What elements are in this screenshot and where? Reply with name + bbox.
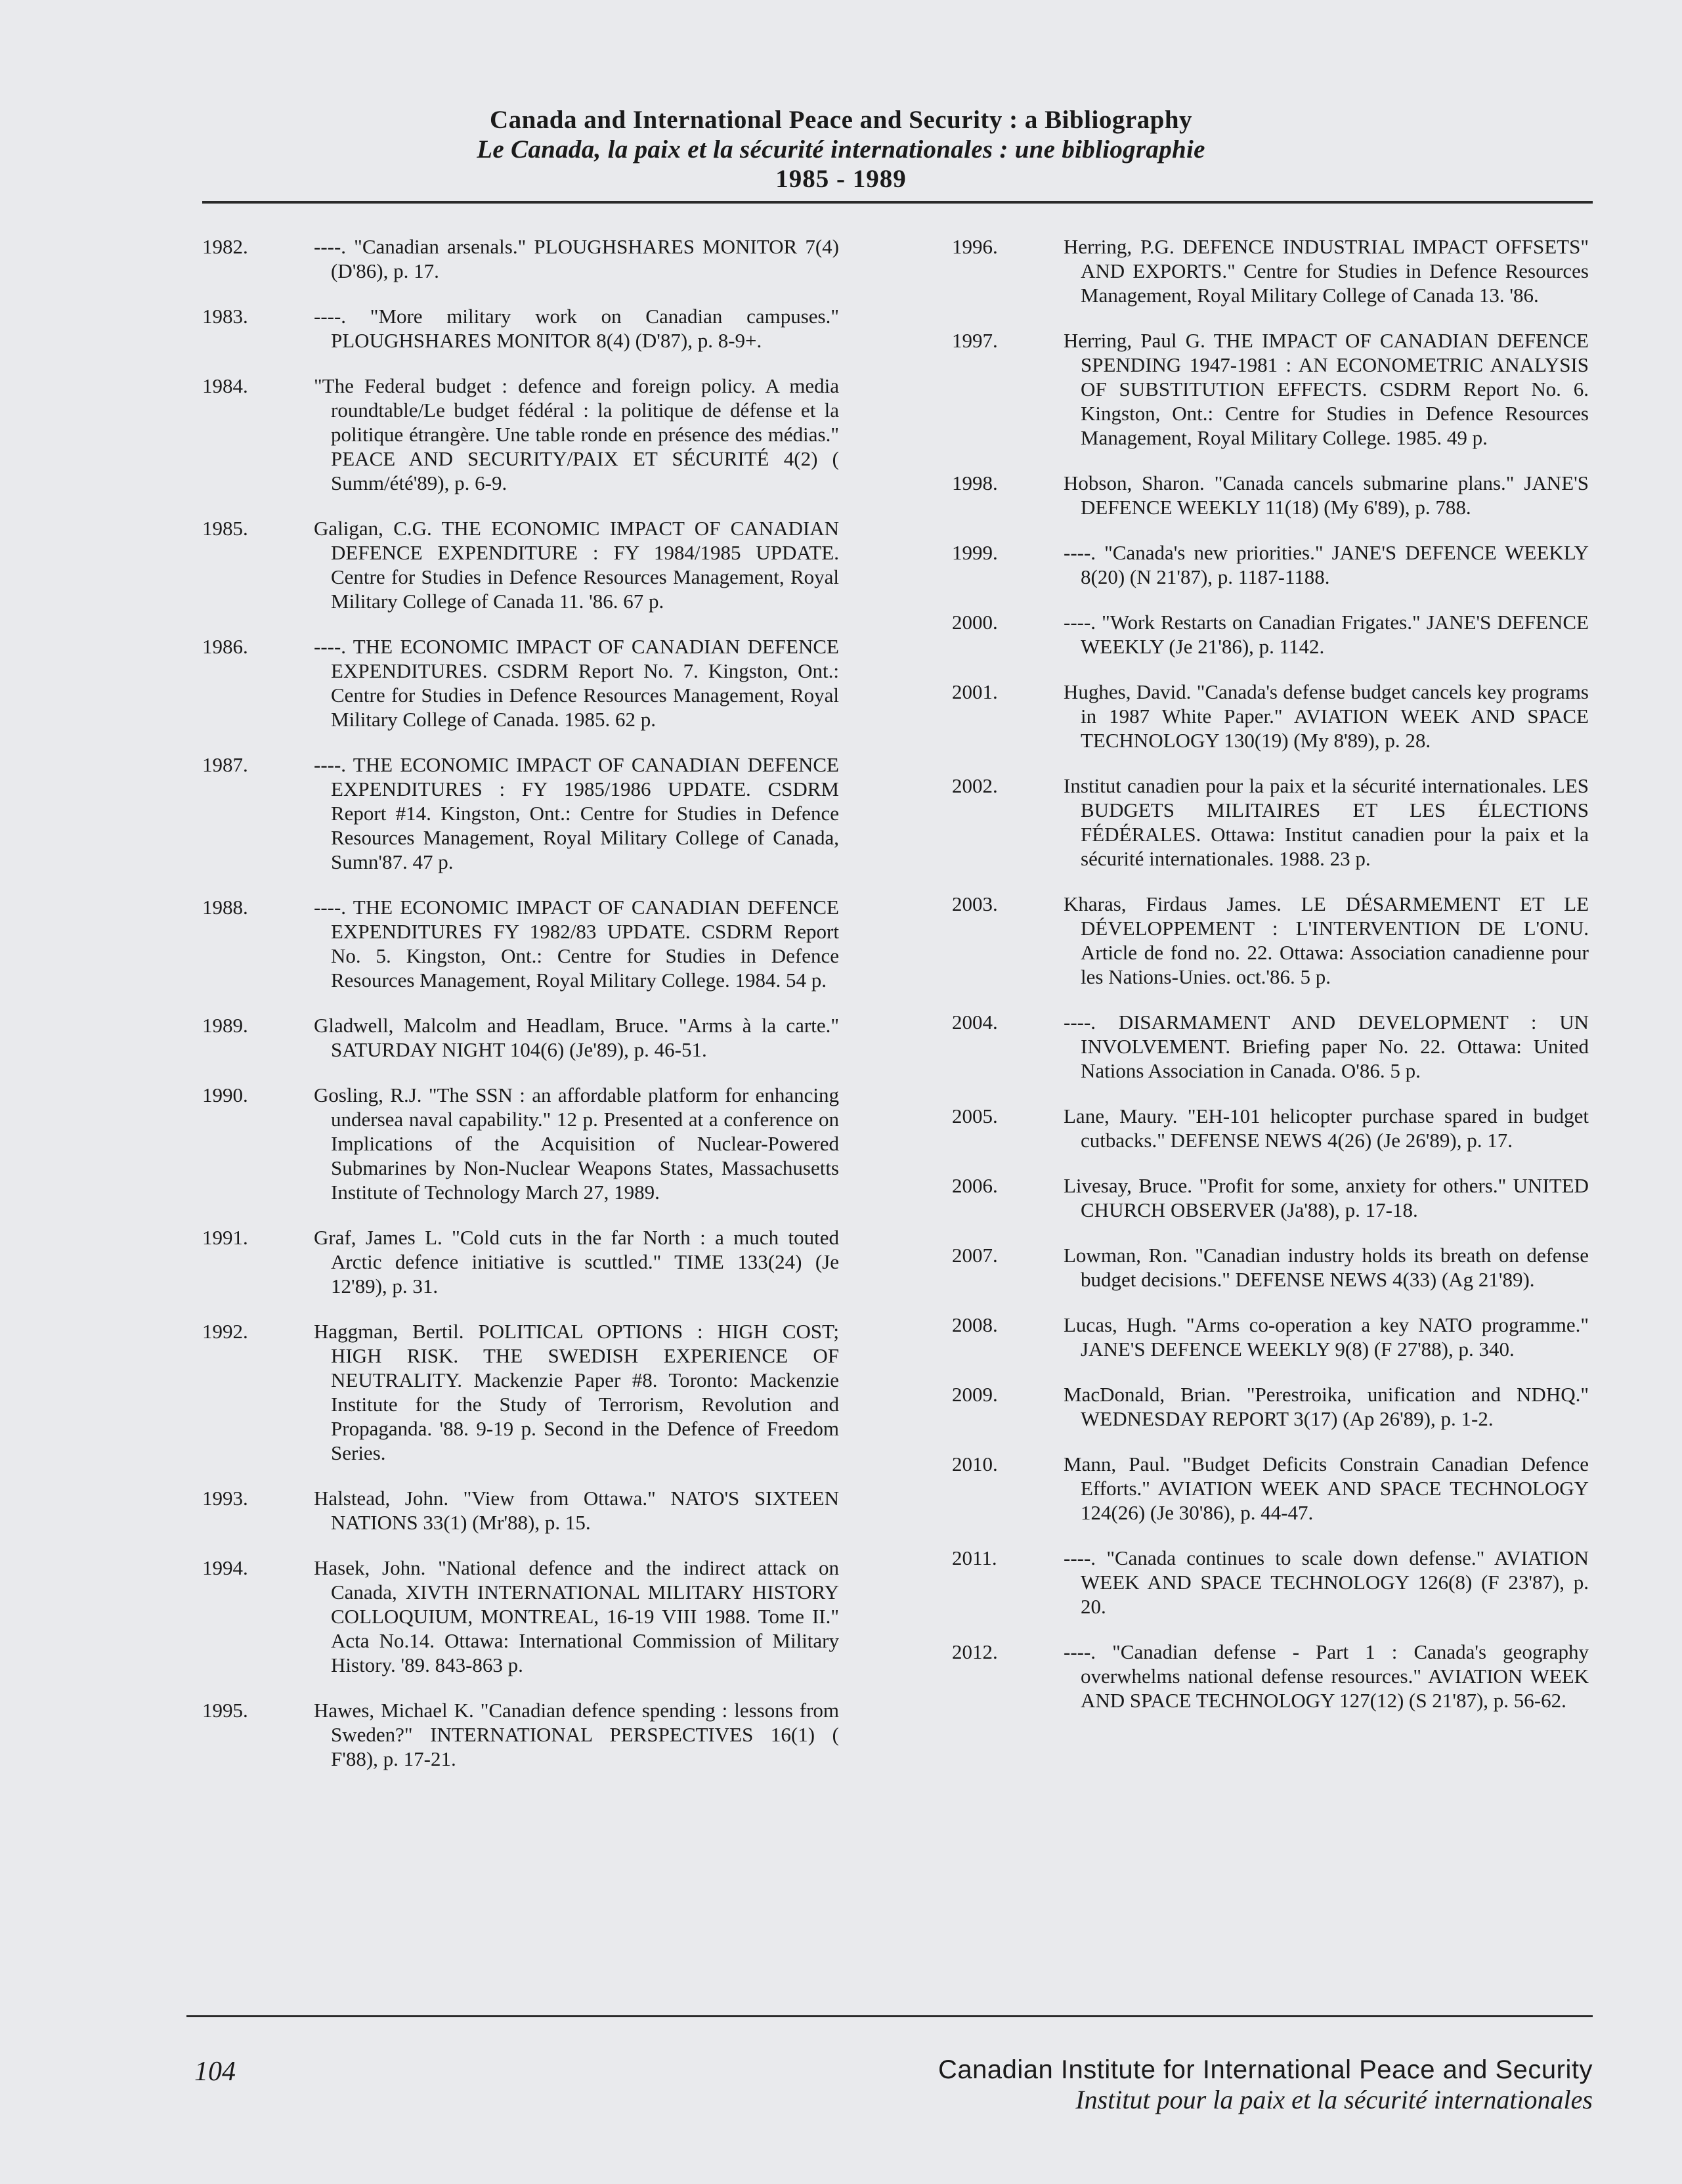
header-title-en: Canada and International Peace and Security : a Bibliography bbox=[489, 106, 1193, 134]
entry-number: 1996. bbox=[952, 235, 998, 258]
right-column bbox=[952, 234, 1589, 1713]
bib-entry bbox=[202, 1319, 839, 1465]
entry-text: ----. "Canadian defense - Part 1 : Canada's geography overwhelms national defense resources." AVIATION WEEK AND SPACE TECHNOLOGY 127(12) (S 21'87), p. 56-62. bbox=[1064, 1640, 1589, 1712]
bib-entry bbox=[952, 1313, 1589, 1361]
entry-number: 2011. bbox=[952, 1546, 997, 1569]
entry-text: Mann, Paul. "Budget Deficits Constrain Canadian Defence Efforts." AVIATION WEEK AND SPACE TECHNOLOGY 124(26) (Je 30'86), p. 44-47. bbox=[1064, 1452, 1589, 1524]
entry-number: 1993. bbox=[202, 1487, 248, 1510]
entry-text: Hughes, David. "Canada's defense budget cancels key programs in 1987 White Paper." AVIATION WEEK AND SPACE TECHNOLOGY 130(19) (My 8'89), p. 28. bbox=[1064, 680, 1589, 752]
entry-number: 2006. bbox=[952, 1174, 998, 1197]
entry-number: 1984. bbox=[202, 374, 248, 397]
footer-institute bbox=[938, 2055, 1593, 2115]
entry-text: ----. "Canadian arsenals." PLOUGHSHARES MONITOR 7(4) (D'86), p. 17. bbox=[314, 235, 839, 282]
bib-entry bbox=[952, 1640, 1589, 1713]
bib-entry bbox=[952, 1243, 1589, 1292]
entry-number: 2009. bbox=[952, 1383, 998, 1406]
entry-text: ----. "Work Restarts on Canadian Frigates." JANE'S DEFENCE WEEKLY (Je 21'86), p. 1142. bbox=[1064, 611, 1589, 658]
bib-entry bbox=[202, 1486, 839, 1535]
bib-entry bbox=[952, 471, 1589, 519]
header-years: 1985 - 1989 bbox=[775, 165, 907, 193]
bib-entry bbox=[952, 1104, 1589, 1152]
bib-entry bbox=[952, 610, 1589, 659]
entry-text: Lowman, Ron. "Canadian industry holds its breath on defense budget decisions." DEFENSE NEWS 4(33) (Ag 21'89). bbox=[1064, 1244, 1589, 1291]
page-number: 104 bbox=[194, 2057, 236, 2087]
entry-number: 2003. bbox=[952, 892, 998, 915]
bib-entry bbox=[952, 1010, 1589, 1083]
entry-number: 2004. bbox=[952, 1011, 998, 1034]
entry-number: 1987. bbox=[202, 753, 248, 776]
entry-number: 1994. bbox=[202, 1556, 248, 1579]
entry-text: Haggman, Bertil. POLITICAL OPTIONS : HIGH COST; HIGH RISK. THE SWEDISH EXPERIENCE OF NEUTRALITY. Mackenzie Paper #8. Toronto: Mackenzie Institute for the Study of Terrorism, Revolution and Propaganda. '88. 9-19 p. Second in the Defence of Freedom Series. bbox=[314, 1320, 839, 1464]
bib-entry bbox=[202, 895, 839, 992]
entry-number: 1983. bbox=[202, 305, 248, 328]
entry-text: Halstead, John. "View from Ottawa." NATO'S SIXTEEN NATIONS 33(1) (Mr'88), p. 15. bbox=[314, 1487, 839, 1534]
entry-number: 1997. bbox=[952, 329, 998, 352]
bib-entry bbox=[202, 1698, 839, 1771]
entry-number: 2000. bbox=[952, 611, 998, 634]
entry-number: 2002. bbox=[952, 774, 998, 797]
bib-entry bbox=[952, 1452, 1589, 1525]
bib-entry bbox=[202, 1013, 839, 1062]
entry-number: 1995. bbox=[202, 1699, 248, 1722]
bib-entry bbox=[952, 328, 1589, 450]
bib-entry bbox=[952, 892, 1589, 989]
entry-text: ----. DISARMAMENT AND DEVELOPMENT : UN INVOLVEMENT. Briefing paper No. 22. Ottawa: United Nations Association in Canada. O'86. 5 p. bbox=[1064, 1011, 1589, 1082]
entry-number: 2008. bbox=[952, 1313, 998, 1336]
entry-text: Hobson, Sharon. "Canada cancels submarine plans." JANE'S DEFENCE WEEKLY 11(18) (My 6'89), p. 788. bbox=[1064, 471, 1589, 519]
bib-entry bbox=[952, 234, 1589, 307]
bib-entry bbox=[202, 1083, 839, 1204]
entry-text: Hawes, Michael K. "Canadian defence spending : lessons from Sweden?" INTERNATIONAL PERSPECTIVES 16(1) ( F'88), p. 17-21. bbox=[314, 1699, 839, 1770]
left-column bbox=[202, 234, 839, 1771]
bib-entry bbox=[202, 1225, 839, 1298]
entry-text: Gladwell, Malcolm and Headlam, Bruce. "Arms à la carte." SATURDAY NIGHT 104(6) (Je'89), p. 46-51. bbox=[314, 1014, 839, 1061]
entry-text: Lucas, Hugh. "Arms co-operation a key NATO programme." JANE'S DEFENCE WEEKLY 9(8) (F 27'88), p. 340. bbox=[1064, 1313, 1589, 1361]
entry-text: Graf, James L. "Cold cuts in the far North : a much touted Arctic defence initiative is scuttled." TIME 133(24) (Je 12'89), p. 31. bbox=[314, 1226, 839, 1298]
entry-number: 1998. bbox=[952, 471, 998, 494]
entry-text: Livesay, Bruce. "Profit for some, anxiety for others." UNITED CHURCH OBSERVER (Ja'88), p. 17-18. bbox=[1064, 1174, 1589, 1221]
bib-entry bbox=[952, 1173, 1589, 1222]
bib-entry bbox=[202, 753, 839, 874]
bib-entry bbox=[952, 1382, 1589, 1431]
bib-entry bbox=[202, 234, 839, 283]
page-header bbox=[0, 105, 1682, 194]
entry-text: Kharas, Firdaus James. LE DÉSARMEMENT ET LE DÉVELOPPEMENT : L'INTERVENTION DE L'ONU. Article de fond no. 22. Ottawa: Association canadienne pour les Nations-Unies. oct.'86. 5 p. bbox=[1064, 892, 1589, 988]
bib-entry bbox=[952, 774, 1589, 871]
entry-number: 1982. bbox=[202, 235, 248, 258]
entry-text: ----. THE ECONOMIC IMPACT OF CANADIAN DEFENCE EXPENDITURES FY 1982/83 UPDATE. CSDRM Report No. 5. Kingston, Ont.: Centre for Studies in Defence Resources Management, Royal Military College. 1984. 54 p. bbox=[314, 896, 839, 992]
entry-text: MacDonald, Brian. "Perestroika, unification and NDHQ." WEDNESDAY REPORT 3(17) (Ap 26'89), p. 1-2. bbox=[1064, 1383, 1589, 1430]
entry-number: 1988. bbox=[202, 896, 248, 919]
entry-text: ----. THE ECONOMIC IMPACT OF CANADIAN DEFENCE EXPENDITURES : FY 1985/1986 UPDATE. CSDRM Report #14. Kingston, Ont.: Centre for Studies in Defence Resources Management, Royal Military College of Canada, Sumn'87. 47 p. bbox=[314, 753, 839, 873]
bib-entry bbox=[202, 1556, 839, 1677]
entry-number: 1990. bbox=[202, 1083, 248, 1106]
entry-number: 2005. bbox=[952, 1104, 998, 1127]
entry-number: 2007. bbox=[952, 1244, 998, 1267]
entry-number: 1992. bbox=[202, 1320, 248, 1343]
bib-entry bbox=[202, 374, 839, 495]
entry-text: Herring, Paul G. THE IMPACT OF CANADIAN DEFENCE SPENDING 1947-1981 : AN ECONOMETRIC ANALYSIS OF SUBSTITUTION EFFECTS. CSDRM Report No. 6. Kingston, Ont.: Centre for Studies in Defence Resources Management, Royal Military College. 1985. 49 p. bbox=[1064, 329, 1589, 449]
entry-text: ----. "Canada's new priorities." JANE'S DEFENCE WEEKLY 8(20) (N 21'87), p. 1187-1188. bbox=[1064, 541, 1589, 588]
footer-rule bbox=[186, 2015, 1593, 2017]
entry-text: "The Federal budget : defence and foreign policy. A media roundtable/Le budget fédéral : la politique de défense et la politique étrangère. Une table ronde en présence des médias." PEACE AND SECURITY/PAIX ET SÉCURITÉ 4(2) ( Summ/été'89), p. 6-9. bbox=[314, 374, 839, 494]
entry-text: ----. "Canada continues to scale down defense." AVIATION WEEK AND SPACE TECHNOLOGY 126(8) (F 23'87), p. 20. bbox=[1064, 1546, 1589, 1618]
bib-entry bbox=[952, 680, 1589, 753]
entry-number: 2010. bbox=[952, 1452, 998, 1475]
entry-number: 1999. bbox=[952, 541, 998, 564]
bib-entry bbox=[202, 634, 839, 732]
entry-text: Lane, Maury. "EH-101 helicopter purchase spared in budget cutbacks." DEFENSE NEWS 4(26) (Je 26'89), p. 17. bbox=[1064, 1104, 1589, 1152]
bib-entry bbox=[952, 1546, 1589, 1619]
institute-name-fr: Institut pour la paix et la sécurité internationales bbox=[1075, 2085, 1593, 2114]
entry-number: 1985. bbox=[202, 517, 248, 540]
entry-number: 1991. bbox=[202, 1226, 248, 1249]
entry-number: 1989. bbox=[202, 1014, 248, 1037]
institute-name-en: Canadian Institute for International Peace and Security bbox=[938, 2055, 1593, 2084]
entry-number: 2001. bbox=[952, 680, 998, 703]
entry-text: ----. THE ECONOMIC IMPACT OF CANADIAN DEFENCE EXPENDITURES. CSDRM Report No. 7. Kingston, Ont.: Centre for Studies in Defence Resources Management, Royal Military College of Canada. 1985. 62 p. bbox=[314, 635, 839, 731]
entry-number: 2012. bbox=[952, 1640, 998, 1663]
header-title-fr: Le Canada, la paix et la sécurité internationales : une bibliographie bbox=[477, 135, 1205, 164]
entry-number: 1986. bbox=[202, 635, 248, 658]
entry-text: Herring, P.G. DEFENCE INDUSTRIAL IMPACT OFFSETS" AND EXPORTS." Centre for Studies in Defence Resources Management, Royal Military College of Canada 13. '86. bbox=[1064, 235, 1589, 307]
entry-text: Galigan, C.G. THE ECONOMIC IMPACT OF CANADIAN DEFENCE EXPENDITURE : FY 1984/1985 UPDATE. Centre for Studies in Defence Resources Management, Royal Military College of Canada 11. '86. 67 p. bbox=[314, 517, 839, 613]
entry-text: Hasek, John. "National defence and the indirect attack on Canada, XIVTH INTERNATIONAL MILITARY HISTORY COLLOQUIUM, MONTREAL, 16-19 VIII 1988. Tome II." Acta No.14. Ottawa: International Commission of Military History. '89. 843-863 p. bbox=[314, 1556, 839, 1676]
bib-entry bbox=[952, 540, 1589, 589]
entry-text: ----. "More military work on Canadian campuses." PLOUGHSHARES MONITOR 8(4) (D'87), p. 8-9+. bbox=[314, 305, 839, 352]
entry-text: Gosling, R.J. "The SSN : an affordable platform for enhancing undersea naval capability." 12 p. Presented at a conference on Implications of the Acquisition of Nuclear-Powered Submarines by Non-Nuclear Weapons States, Massachusetts Institute of Technology March 27, 1989. bbox=[314, 1083, 839, 1204]
entry-text: Institut canadien pour la paix et la sécurité internationales. LES BUDGETS MILITAIRES ET LES ÉLECTIONS FÉDÉRALES. Ottawa: Institut canadien pour la paix et la sécurité internationales. 1988. 23 p. bbox=[1064, 774, 1589, 870]
bib-entry bbox=[202, 516, 839, 613]
header-rule bbox=[202, 201, 1593, 204]
bib-entry bbox=[202, 304, 839, 353]
